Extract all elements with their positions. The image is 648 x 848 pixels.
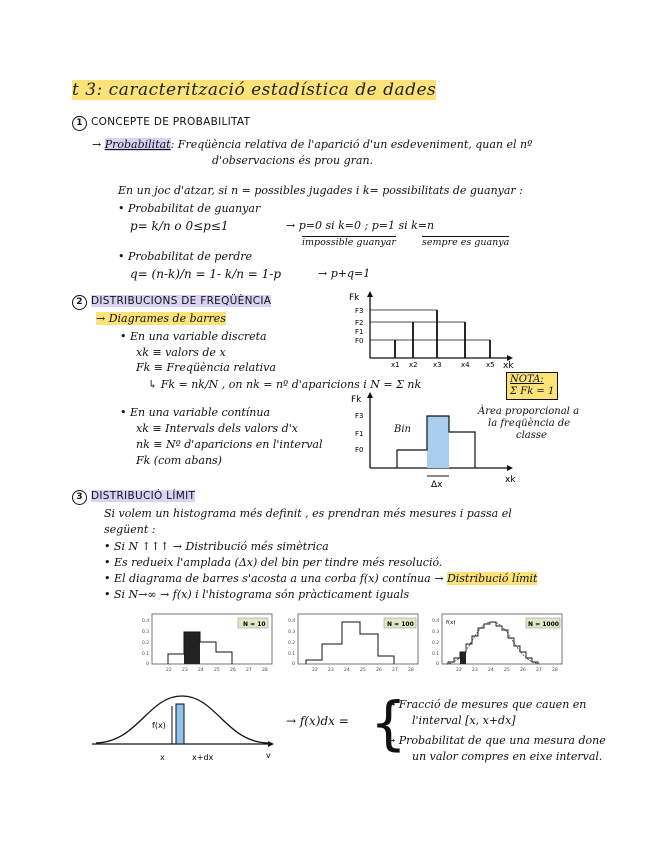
xdx-label: x+dx (192, 753, 214, 762)
bell-curve-sketch (88, 688, 288, 768)
x-label: x (160, 753, 165, 762)
m3-ytick-3: 0.1 (432, 652, 440, 657)
m1-bar-filled (184, 632, 200, 664)
bar-diagrams-sub (96, 312, 226, 325)
xtick-1: x1 (391, 361, 400, 369)
m2-xtick-6: 28 (408, 668, 414, 672)
limit-bullet-3-text: • El diagrama de barres s'acosta a una corba f(x) contínua → (104, 572, 444, 585)
discrete-y-label: Fk (349, 293, 360, 303)
mini-chart-n1000 (430, 612, 566, 672)
meaning-1-line-2: l'interval [x, x+dx] (412, 714, 516, 727)
fx-label: f(x) (152, 721, 166, 730)
m1-ytick-3: 0.1 (142, 652, 150, 657)
limit-bullet-3 (104, 572, 537, 585)
dx-strip (176, 704, 184, 744)
m3-ytick-0: 0.4 (432, 619, 440, 624)
q-formula: q= (n-k)/n = 1- k/n = 1-p (130, 267, 282, 281)
m1-ytick-0: 0.4 (142, 619, 150, 624)
limit-intro-1: Si volem un histograma més definit , es prendran més mesures i passa el (104, 507, 512, 520)
m1-xtick-0: 22 (166, 668, 172, 672)
m2-xtick-3: 25 (360, 668, 366, 672)
win-probability-bullet: • Probabilitat de guanyar (118, 202, 261, 215)
m3-curve-label: f(x) (446, 620, 456, 626)
area-note-3: classe (516, 430, 547, 441)
fxdx-formula (286, 714, 349, 728)
m1-xtick-6: 28 (262, 668, 268, 672)
m3-ytick-2: 0.2 (432, 641, 440, 646)
page-title (72, 80, 436, 100)
probability-keyword: Probabilitat (104, 138, 171, 151)
m2-ytick-3: 0.1 (288, 652, 296, 657)
ytick-f2: F2 (355, 319, 364, 327)
m1-xtick-3: 25 (214, 668, 220, 672)
m2-xtick-4: 26 (376, 668, 382, 672)
discrete-variable-bullet: • En una variable discreta (120, 330, 267, 343)
m3-xtick-3: 25 (504, 668, 510, 672)
area-note (478, 406, 579, 442)
m3-xtick-0: 22 (456, 668, 462, 672)
xk-definition: xk ≡ valors de x (136, 346, 226, 359)
v-label: v (266, 751, 271, 760)
limit-bullet-1: • Si N ↑↑↑ → Distribució més simètrica (104, 540, 329, 553)
game-example-intro: En un joc d'atzar, si n = possibles jugades i k= possibilitats de guanyar : (118, 184, 523, 197)
area-note-1: Àrea proporcional a (478, 406, 580, 417)
ytick-f1: F1 (355, 328, 364, 336)
m3-curve (446, 622, 540, 664)
limit-intro-2: següent : (104, 523, 156, 536)
m3-ytick-4: 0 (436, 662, 439, 667)
bar-diagrams-label: → Diagrames de barres (96, 312, 226, 325)
discrete-bar-chart (345, 290, 525, 370)
m1-xtick-4: 26 (230, 668, 236, 672)
meaning-1-line-1: → Fracció de mesures que cauen en (386, 698, 587, 711)
m2-ytick-0: 0.4 (288, 619, 296, 624)
area-note-2: la freqüència de (488, 418, 571, 429)
hist-ytick-f3: F3 (355, 412, 364, 420)
m3-xtick-5: 27 (536, 668, 542, 672)
section-1-title: CONCEPTE DE PROBABILITAT (91, 116, 251, 128)
m1-label: N = 10 (243, 621, 266, 628)
section-2-heading (72, 295, 271, 310)
delta-x-label: Δx (431, 480, 443, 490)
definition-text-2: d'observacions és prou gran. (212, 154, 374, 167)
m1-xtick-2: 24 (198, 668, 204, 672)
m2-ytick-2: 0.2 (288, 641, 296, 646)
hist-x-label: xk (505, 475, 516, 485)
m1-xtick-1: 23 (182, 668, 188, 672)
hist-ytick-f0: F0 (355, 446, 364, 454)
note-label: NOTA: (510, 374, 544, 385)
m2-xtick-0: 22 (312, 668, 318, 672)
m1-ytick-4: 0 (146, 662, 149, 667)
section-1-heading (72, 116, 250, 131)
xtick-4: x4 (461, 361, 470, 369)
bin-label: Bin (394, 424, 411, 435)
ytick-f3: F3 (355, 307, 364, 315)
section-2-number: 2 (72, 295, 87, 310)
m3-xtick-4: 26 (520, 668, 526, 672)
m3-ytick-1: 0.3 (432, 630, 440, 635)
m3-xtick-1: 23 (472, 668, 478, 672)
m2-ytick-4: 0 (292, 662, 295, 667)
meaning-2-line-2: un valor compres en eixe interval. (412, 750, 603, 763)
lose-probability-bullet: • Probabilitat de perdre (118, 250, 253, 263)
discrete-bars (395, 310, 490, 358)
p-formula: p= k/n o 0≤p≤1 (130, 219, 229, 233)
limit-bullet-4: • Si N→∞ → f(x) i l'histograma són pràcticament iguals (104, 588, 410, 601)
section-2-title: DISTRIBUCIONS DE FREQÜÈNCIA (91, 295, 272, 307)
m1-xtick-5: 27 (246, 668, 252, 672)
m1-ytick-2: 0.2 (142, 641, 150, 646)
m2-xtick-5: 27 (392, 668, 398, 672)
xtick-2: x2 (409, 361, 418, 369)
mini-chart-n10 (140, 612, 276, 672)
section-3-number: 3 (72, 490, 87, 505)
fk-continuous-def: Fk (com abans) (136, 454, 222, 467)
meaning-2-line-1: → Probabilitat de que una mesura done (386, 734, 606, 747)
xk-continuous-def: xk ≡ Intervals dels valors d'x (136, 422, 298, 435)
m1-ytick-1: 0.3 (142, 630, 150, 635)
xtick-3: x3 (433, 361, 442, 369)
curly-brace: { (370, 689, 407, 757)
impossible-note: impossible guanyar (302, 237, 396, 248)
page-title-text: t 3: caracterització estadística de dades (72, 80, 437, 100)
section-3-heading (72, 490, 195, 505)
ytick-f0: F0 (355, 337, 364, 345)
discrete-x-label: xk (503, 361, 514, 370)
nk-continuous-def: nk ≡ Nº d'aparicions en l'interval (136, 438, 323, 451)
section-3-title: DISTRIBUCIÓ LÍMIT (91, 490, 196, 502)
definition-text-1: : Freqüència relativa de l'aparició d'un esdeveniment, quan el nº (170, 138, 533, 151)
m3-label: N = 1000 (528, 621, 559, 628)
m2-histogram (306, 622, 394, 664)
always-note: sempre es guanya (422, 237, 510, 248)
section-1-number: 1 (72, 116, 87, 131)
m3-xtick-2: 24 (488, 668, 494, 672)
limit-distribution-highlight: Distribució límit (446, 572, 538, 585)
note-formula: Σ Fk = 1 (510, 386, 555, 397)
p-plus-q-result: → p+q=1 (318, 267, 371, 280)
p-cases: → p=0 si k=0 ; p=1 si k=n (286, 219, 435, 232)
limit-bullet-2: • Es redueix l'amplada (Δx) del bin per tindre més resolució. (104, 556, 443, 569)
fk-definition: Fk ≡ Freqüència relativa (136, 361, 276, 374)
highlighted-bin (427, 416, 449, 468)
hist-ytick-f1: F1 (355, 430, 364, 438)
probability-definition-line1: → Probabilitat: Freqüència relativa de l'aparició d'un esdeveniment, quan el nº (92, 138, 533, 151)
xtick-5: x5 (486, 361, 495, 369)
m3-xtick-6: 28 (552, 668, 558, 672)
m2-xtick-2: 24 (344, 668, 350, 672)
discrete-gridlines (370, 310, 490, 340)
hist-y-label: Fk (351, 395, 362, 405)
m2-xtick-1: 23 (328, 668, 334, 672)
m3-bar-filled (460, 652, 466, 664)
mini-chart-n100 (286, 612, 422, 672)
m2-label: N = 100 (387, 621, 414, 628)
m2-ytick-1: 0.3 (288, 630, 296, 635)
fk-formula: ↳ Fk = nk/N , on nk = nº d'aparicions i N = Σ nk (148, 378, 422, 391)
continuous-variable-bullet: • En una variable contínua (120, 406, 271, 419)
fxdx-formula-text: → f(x)dx = (286, 714, 349, 728)
